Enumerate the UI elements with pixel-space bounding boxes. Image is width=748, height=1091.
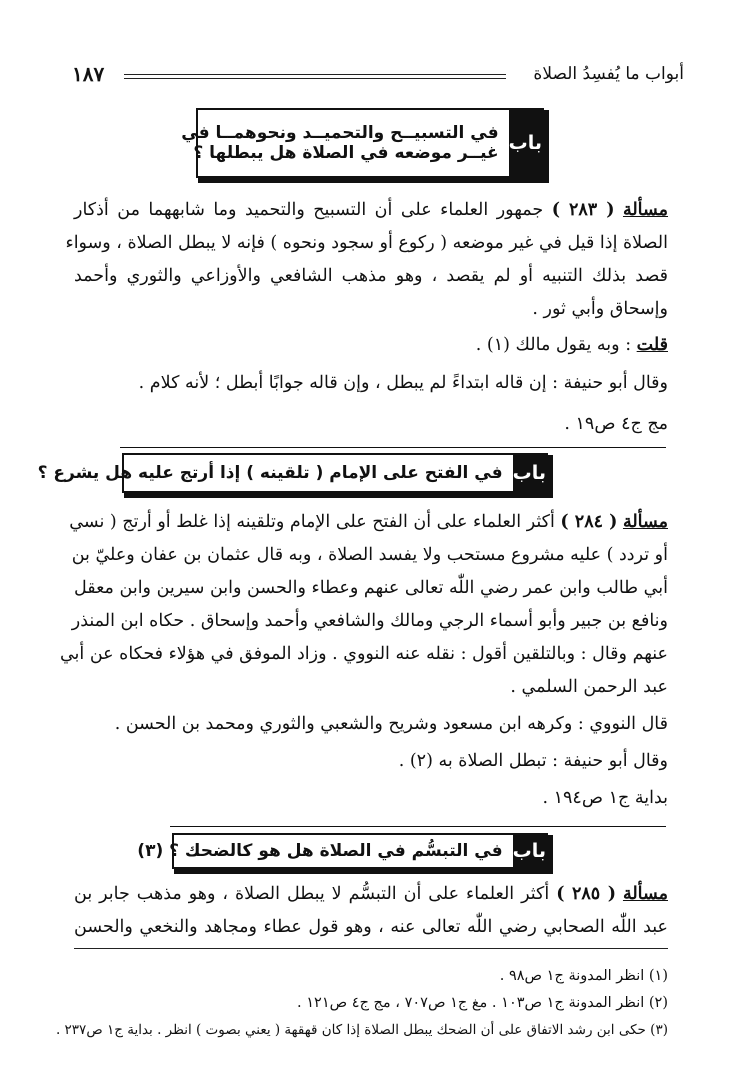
paragraph-line: عبد اللّٰه الصحابي رضي اللّٰه تعالى عنه ، وهو قول عطاء ومجاهد والنخعي والحسن	[74, 917, 668, 937]
chapter-heading-2	[37, 453, 548, 493]
page-header	[72, 62, 684, 90]
chapter-heading-1	[181, 108, 544, 178]
masala-number: ( ٢٨٥ )	[556, 884, 616, 904]
footnote: (٣) حكى ابن رشد الاتفاق على أن الضحك يبطل الصلاة إذا كان قهقهة ( يعني بصوت ) انظر . بداية ج١ ص٢٣٧ .	[55, 1022, 668, 1038]
chapter-title	[171, 110, 508, 176]
chapter-title-line-1: في التسبيــح والتحميــد ونحوهمــا في	[181, 123, 499, 143]
text-span: جمهور العلماء على أن التسبيح والتحميد وما شابههما من أذكار	[74, 200, 552, 220]
qult-label: قلت	[636, 335, 668, 355]
footnote: (٢) انظر المدونة ج١ ص١٠٣ . مغ ج١ ص٧٠٧ ، مج ج٤ ص١٢١ .	[297, 995, 668, 1011]
running-title: أبواب ما يُفسِدُ الصلاة	[533, 64, 684, 84]
chapter-label: باب	[513, 835, 546, 867]
chapter-title: في التبسُّم في الصلاة هل هو كالضحك ؟ (٣)	[137, 841, 503, 861]
masala-label: مسألة	[622, 884, 668, 904]
source-reference: بداية ج١ ص١٩٤ .	[542, 788, 668, 808]
chapter-title: في الفتح على الإمام ( تلقينه ) إذا أرتج عليه هل يشرع ؟	[37, 463, 503, 483]
paragraph-line: قصد بذلك التنبيه أو لم يقصد ، وهو مذهب الشافعي والأوزاعي والثوري وأحمد	[74, 266, 668, 286]
text-span: : وبه يقول مالك (١) .	[475, 335, 637, 355]
paragraph-line	[74, 882, 668, 906]
chapter-heading-3	[137, 833, 548, 869]
paragraph-line: قال النووي : وكرهه ابن مسعود وشريح والشعبي والثوري ومحمد بن الحسن .	[114, 714, 668, 734]
heading-rule	[170, 826, 666, 827]
paragraph-line: وقال أبو حنيفة : إن قاله ابتداءً لم يبطل ، وإن قاله جوابًا أبطل ؛ لأنه كلام .	[138, 373, 668, 393]
paragraph-line: ونافع بن جبير وأبو أسماء الرجي ومالك والشافعي وأحمد وإسحاق . حكاه ابن المنذر	[71, 611, 668, 631]
paragraph-line	[69, 510, 668, 534]
paragraph-line: أو تردد ) عليه مشروع مستحب ولا يفسد الصلاة ، وبه قال عثمان بن عفان وعليّ بن	[71, 545, 668, 565]
paragraph-line: عنهم وقال : وبالتلقين أقول : نقله عنه النووي . وزاد الموفق في هؤلاء فحكاه عن أبي	[59, 644, 668, 664]
chapter-label: باب	[509, 110, 542, 176]
heading-rule	[120, 447, 666, 448]
masala-label: مسألة	[622, 200, 669, 220]
text-span: أكثر العلماء على أن الفتح على الإمام وتلقينه إذا غلط أو أرتج ( نسي	[69, 512, 561, 532]
page-number: ١٨٧	[72, 62, 105, 86]
footnote: (١) انظر المدونة ج١ ص٩٨ .	[499, 968, 668, 984]
paragraph-line	[476, 333, 668, 357]
masala-number: ( ٢٨٤ )	[560, 512, 618, 532]
footnote-rule	[74, 948, 668, 949]
header-rule	[124, 74, 506, 79]
paragraph-line	[74, 198, 668, 222]
source-reference: مج ج٤ ص١٩ .	[564, 414, 668, 434]
masala-label: مسألة	[622, 512, 668, 532]
masala-number: ( ٢٨٣ )	[551, 200, 615, 220]
paragraph-line: أبي طالب وابن عمر رضي اللّٰه تعالى عنهم وعطاء والحسن وابن سيرين وابن معقل	[74, 578, 668, 598]
chapter-title-line-2: غيــر موضعه في الصلاة هل يبطلها ؟	[193, 143, 499, 163]
paragraph-line: عبد الرحمن السلمي .	[510, 677, 668, 697]
paragraph-line: وإسحاق وأبي ثور .	[532, 299, 668, 319]
text-span: أكثر العلماء على أن التبسُّم لا يبطل الصلاة ، وهو مذهب جابر بن	[74, 884, 557, 904]
paragraph-line: الصلاة إذا قيل في غير موضعه ( ركوع أو سجود ونحوه ) فإنه لا يبطل الصلاة ، وسواء	[65, 233, 668, 253]
paragraph-line: وقال أبو حنيفة : تبطل الصلاة به (٢) .	[398, 751, 668, 771]
chapter-label: باب	[513, 455, 546, 491]
